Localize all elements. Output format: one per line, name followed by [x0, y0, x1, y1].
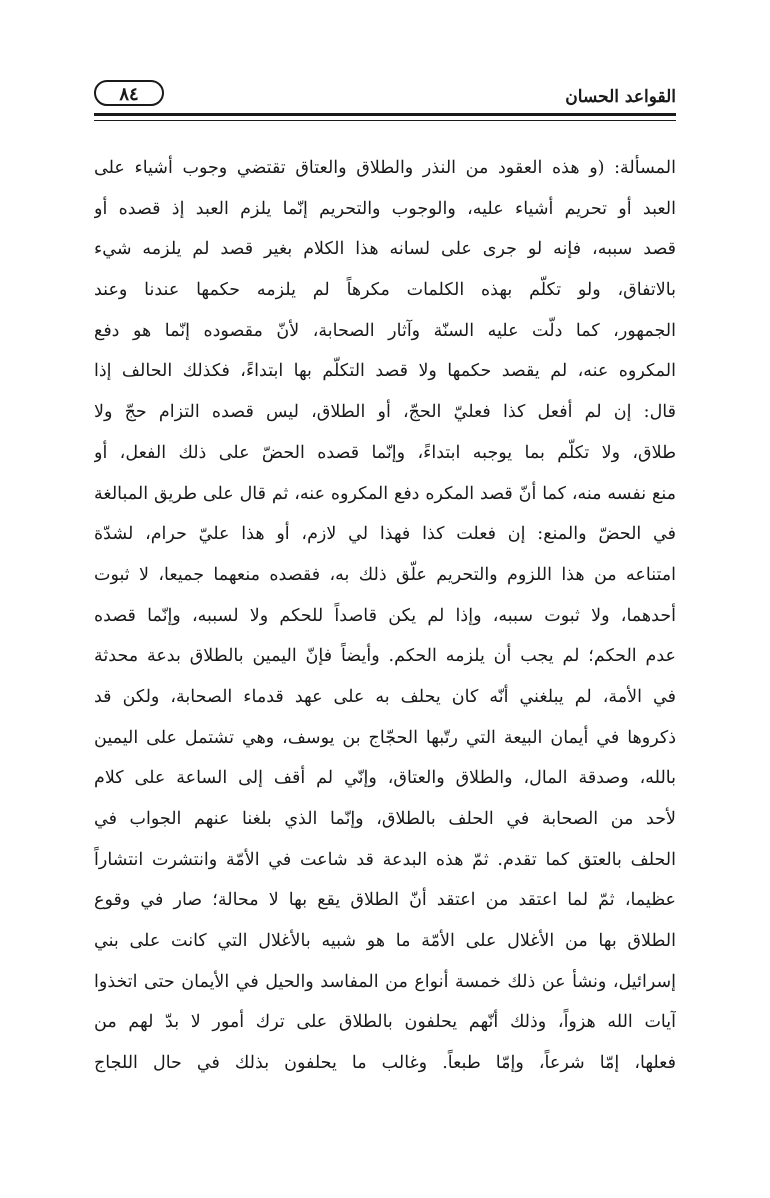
text-line: الحلف بالعتق كما تقدم. ثمّ هذه البدعة قد شاعت في الأمّة وانتشرت انتشاراً — [94, 849, 676, 870]
text-line: لأحد من الصحابة في الحلف بالطلاق، وإنّما الذي بلغنا عنهم الجواب في — [94, 809, 676, 829]
running-title: القواعد الحسان — [565, 87, 676, 107]
text-line: في الأمة، لم يبلغني أنّه كان يحلف به على عهد قدماء الصحابة، ولكن قد — [94, 686, 676, 707]
text-line: قال: إن لم أفعل كذا فعليّ الحجّ، أو الطلاق، ليس قصده التزام حجّ ولا — [94, 402, 676, 423]
header-rule-thick — [94, 113, 676, 116]
text-line: عظيما، ثمّ لما اعتقد من اعتقد أنّ الطلاق يقع بها لا محالة؛ صار في وقوع — [94, 890, 676, 911]
text-line: ذكروها في أيمان البيعة التي رتّبها الحجّاج بن يوسف، وهي تشتمل على اليمين — [94, 727, 676, 748]
text-line: المكروه عنه، لم يقصد حكمها ولا قصد التكلّم بها ابتداءً، فكذلك الحالف إذا — [94, 361, 676, 382]
text-line: إسرائيل، ونشأ عن ذلك خمسة أنواع من المفاسد والحيل في الأيمان حتى اتخذوا — [94, 971, 676, 992]
text-line: المسألة: (و هذه العقود من النذر والطلاق والعتاق تقتضي وجوب أشياء على — [94, 158, 676, 178]
text-line: منع نفسه منه، كما أنّ قصد المكره دفع المكروه عنه، ثم قال على طريق المبالغة — [94, 483, 676, 504]
text-line: عدم الحكم؛ لم يجب أن يلزمه الحكم. وأيضاً فإنّ اليمين بالطلاق بدعة محدثة — [94, 646, 676, 667]
body-text — [94, 148, 676, 1084]
text-line: العبد أو تحريم أشياء عليه، والوجوب والتحريم إنّما يلزم العبد إذ قصده أو — [94, 198, 676, 219]
text-line: في الحضّ والمنع: إن فعلت كذا فهذا لي لازم، أو هذا عليّ حرام، لشدّة — [94, 524, 676, 545]
text-line: طلاق، ولا تكلّم بما يوجبه ابتداءً، وإنّما قصده الحضّ على ذلك الفعل، أو — [94, 442, 676, 463]
text-line: الطلاق بها من الأغلال على الأمّة ما هو شبيه بالأغلال التي كانت على بني — [94, 931, 676, 952]
text-line: بالاتفاق، ولو تكلّم بهذه الكلمات مكرهاً لم يلزمه حكمها عندنا وعند — [94, 280, 676, 301]
text-line: قصد سببه، فإنه لو جرى على لسانه هذا الكلام بغير قصد لم يلزمه شيء — [94, 239, 676, 260]
text-line: بالله، وصدقة المال، والطلاق والعتاق، وإنّي لم أقف إلى الساعة على كلام — [94, 768, 676, 789]
page-number-badge: ٨٤ — [94, 80, 164, 106]
text-line: أحدهما، ولا ثبوت سببه، وإذا لم يكن قاصداً للحكم ولا لسببه، وإنّما قصده — [94, 605, 676, 626]
header-rule-thin — [94, 120, 676, 121]
text-line: الجمهور، كما دلّت عليه السنّة وآثار الصحابة، لأنّ مقصوده إنّما هو دفع — [94, 320, 676, 341]
text-line: امتناعه من هذا اللزوم والتحريم علّق ذلك به، فقصده منعهما جميعا، لا ثبوت — [94, 564, 676, 585]
text-line: آيات الله هزواً، وذلك أنّهم يحلفون بالطلاق على ترك أمور لا بدّ لهم من — [94, 1012, 676, 1033]
text-line: فعلها، إمّا شرعاً، وإمّا طبعاً. وغالب ما يحلفون بذلك في حال اللجاج — [94, 1053, 676, 1074]
